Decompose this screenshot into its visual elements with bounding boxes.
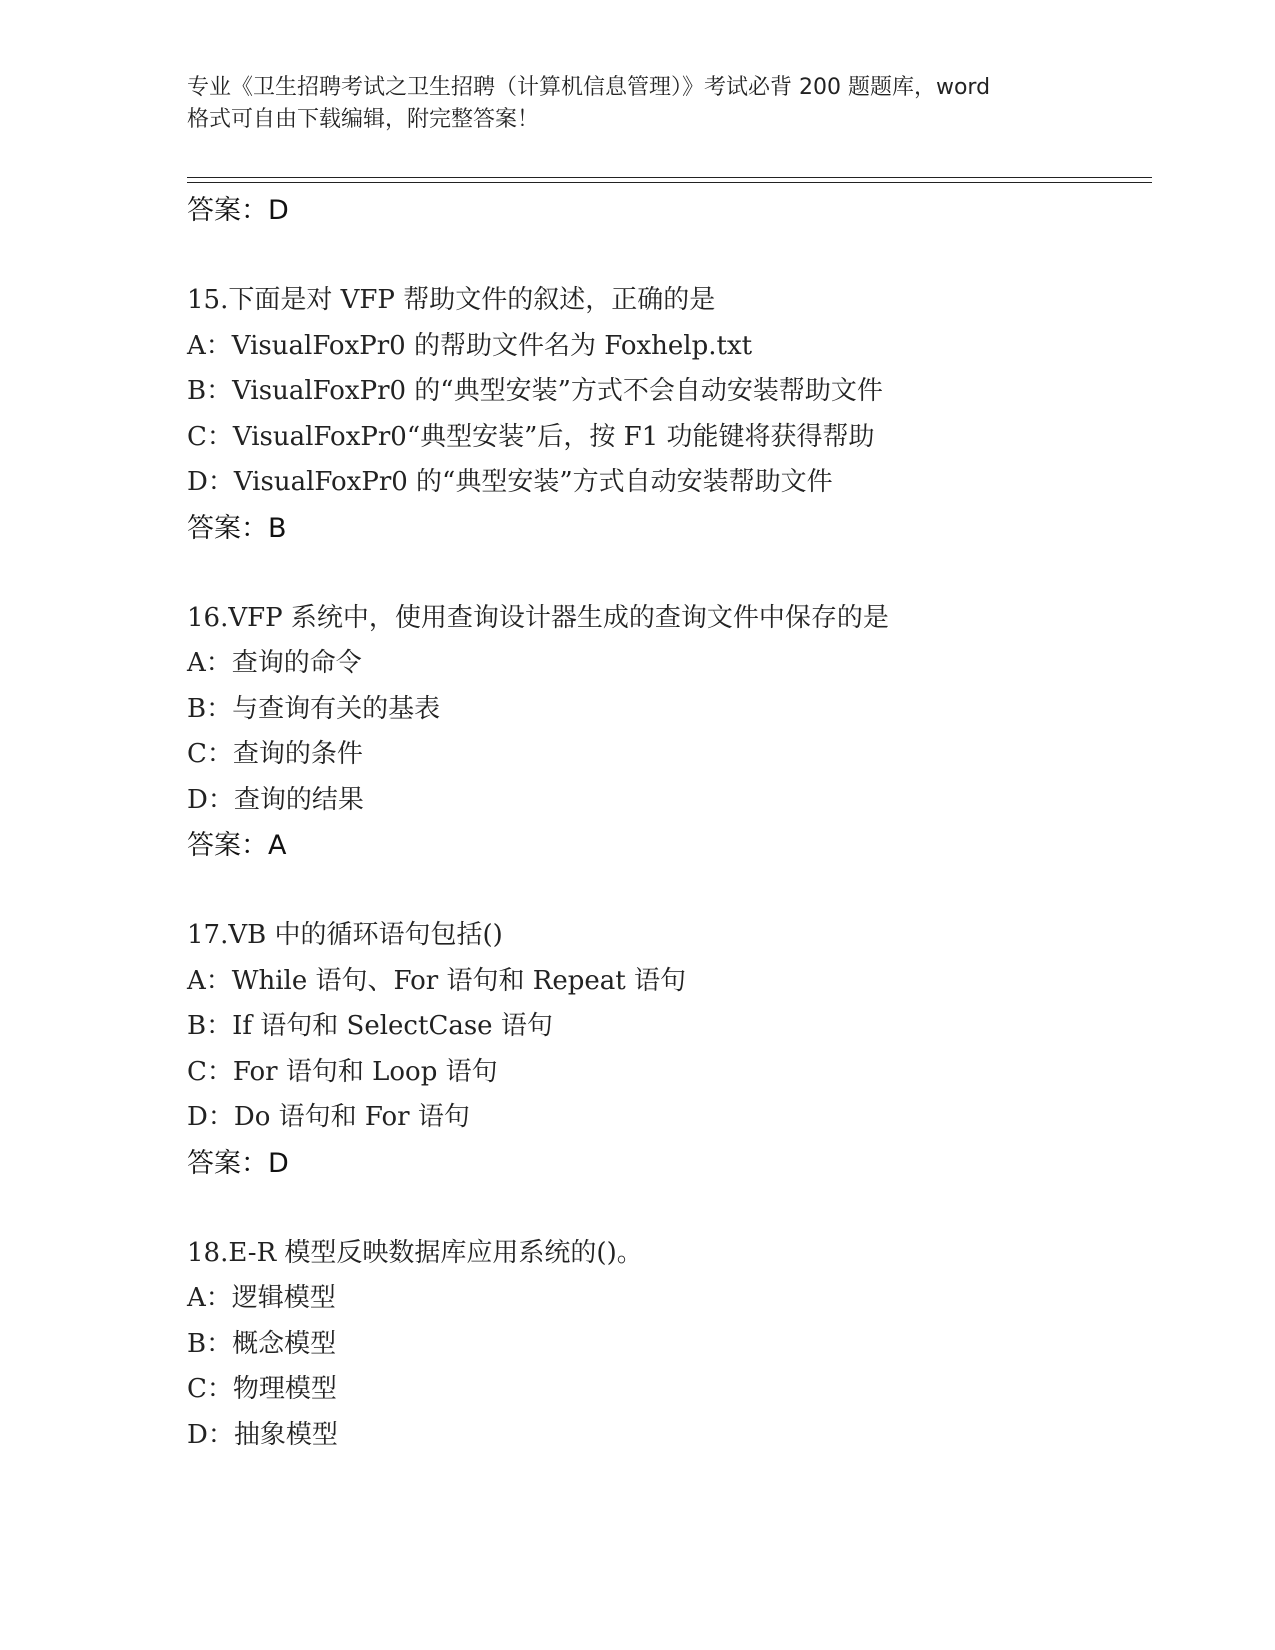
answer: 答案：B: [187, 512, 287, 544]
option-c: C：For 语句和 Loop 语句: [187, 1056, 498, 1087]
header-divider-top: [187, 177, 1152, 178]
option-a: A：While 语句、For 语句和 Repeat 语句: [187, 965, 686, 996]
option-d: D：查询的结果: [187, 784, 364, 815]
answer-prev: 答案：D: [187, 195, 289, 226]
question-18: [187, 1231, 1147, 1459]
option-a: A：VisualFoxPr0 的帮助文件名为 Foxhelp.txt: [187, 330, 753, 361]
option-c: C：查询的条件: [187, 739, 363, 769]
question-stem: 16.VFP 系统中，使用查询设计器生成的查询文件中保存的是: [187, 602, 889, 633]
header-divider-bottom: [187, 182, 1152, 183]
document-body: [187, 188, 1147, 1458]
question-stem: 17.VB 中的循环语句包括(): [187, 920, 503, 950]
spacer: [187, 234, 1147, 278]
option-d: D：抽象模型: [187, 1419, 338, 1450]
question-16: [187, 596, 1147, 870]
header-line-1: 专业《卫生招聘考试之卫生招聘（计算机信息管理）》考试必背 200 题题库，word: [187, 75, 991, 100]
option-b: B：与查询有关的基表: [187, 693, 441, 724]
question-stem: 15.下面是对 VFP 帮助文件的叙述，正确的是: [187, 285, 716, 315]
option-d: D：VisualFoxPr0 的“典型安装”方式自动安装帮助文件: [187, 467, 833, 497]
question-17: [187, 913, 1147, 1187]
answer: 答案：D: [187, 1147, 289, 1179]
header-line-2: 格式可自由下载编辑，附完整答案！: [187, 107, 540, 132]
question-stem: 18.E-R 模型反映数据库应用系统的()。: [187, 1237, 643, 1268]
option-b: B：概念模型: [187, 1328, 337, 1359]
spacer: [187, 1187, 1147, 1231]
spacer: [187, 552, 1147, 596]
option-d: D：Do 语句和 For 语句: [187, 1102, 470, 1132]
page-header: [187, 72, 1087, 136]
spacer: [187, 869, 1147, 913]
option-c: C：VisualFoxPr0“典型安装”后，按 F1 功能键将获得帮助: [187, 421, 875, 452]
option-b: B：If 语句和 SelectCase 语句: [187, 1011, 553, 1041]
option-c: C：物理模型: [187, 1374, 337, 1404]
question-15: [187, 278, 1147, 552]
option-a: A：逻辑模型: [187, 1283, 336, 1313]
answer: 答案：A: [187, 830, 287, 861]
option-b: B：VisualFoxPr0 的“典型安装”方式不会自动安装帮助文件: [187, 376, 883, 406]
option-a: A：查询的命令: [187, 648, 362, 678]
